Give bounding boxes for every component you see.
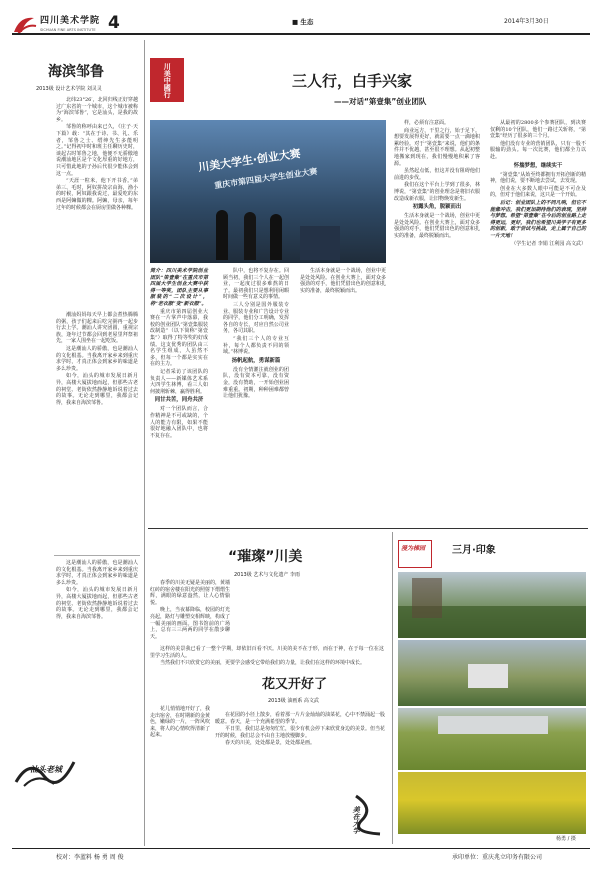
paragraph: 我们在这个平台上学到了很多，林博说，“第壹集”的创业理念是将旧衣服改造成新衣服，让旧物焕发新生。 bbox=[394, 182, 480, 202]
paragraph: 这是潮汕人的骄傲，也是潮汕人的文化根基。当我离开家乡来到重庆求学时，才真正体会到家乡的味道是多么珍贵。 bbox=[56, 345, 138, 372]
footer-proofreaders: 校对：李蓝料 杨 勇 周 俊 bbox=[56, 854, 124, 861]
feature-subtitle: ——对话“第壹集”创业团队 bbox=[334, 97, 427, 106]
paragraph: 样，必须有注意面。 bbox=[404, 120, 450, 126]
photo-banner-sub: 重庆市第四届大学生创业大赛 bbox=[213, 166, 319, 191]
header-rule bbox=[12, 33, 590, 35]
feature-col-3b bbox=[394, 120, 480, 241]
gallery-photo-2 bbox=[398, 640, 586, 706]
center-article-col-1 bbox=[150, 580, 230, 641]
footer-rule bbox=[12, 848, 590, 849]
subheading: 初露头角，脱颖而出 bbox=[412, 204, 462, 211]
paragraph: 从最初的2800多个参赛团队，到决赛仅剩的10个团队，他们一路过关斩将，“第壹集”经历了很多的三个月。 bbox=[490, 120, 586, 140]
paragraph: 平日里，我们总是匆匆忙忙，很少有机会停下来欣赏身边的美景。但当花开的时候，我们总会不由自主地放慢脚步。 bbox=[215, 726, 386, 739]
section-label bbox=[292, 18, 313, 27]
subheading: 怀揣梦想，继续实干 bbox=[513, 162, 563, 169]
center-article-title: “璀璨”川美 bbox=[228, 549, 303, 565]
feature-seal: 川美中國行 bbox=[150, 58, 184, 102]
person bbox=[244, 212, 256, 260]
page-number: 4 bbox=[108, 13, 120, 33]
paragraph: 当然我们不只欣赏它的美丽，更要学会感受它带给我们的力量，让我们在这样的环境中成长。 bbox=[160, 660, 366, 667]
flower-article-col-1 bbox=[150, 706, 210, 740]
flower-article-col-2 bbox=[215, 712, 385, 748]
photo-banner: 川美大学生·创业大赛 bbox=[197, 146, 302, 175]
paragraph: 邹鲁的称呼由来已久，《庄子·天下篇》载：“其在于诗、书、礼、乐者，邹鲁之士、缙绅先生多能明之。”记得初中时和班主任聊历史时，谈起古时邹鲁之地，他便不无骄傲地说潮汕地区是个文化厚重的好地方，只可惜此地的子孙后代很少能体会到这一点。 bbox=[56, 124, 138, 177]
paragraph: 商业远方，干里之行，始于足下。想要发展得更好，就需要一点一滴地积累经验。对于“第壹集”来说，他们的条件并不优越，甚至很不理想。从起初整地搬家到现在，我们慢慢地积累了客源。 bbox=[394, 127, 480, 167]
center-article-byline: 2013级 艺术与文化遗产 李雨 bbox=[234, 572, 300, 578]
feature-col-4 bbox=[490, 120, 586, 248]
paper-subtitle: SICHUAN FINE ARTS INSTITUTE bbox=[40, 28, 96, 32]
paragraph: “第壹集”从始至终都拥有开拓创新的精神，他们说，要不断地去尝试，去发现。 bbox=[490, 171, 586, 185]
gallery-photo-3 bbox=[398, 708, 586, 770]
paragraph: 春季的川美无疑是美丽的，黄墙红砖的宿舍楼在阳光的照射下熠熠生辉，满眼的绿意盎然，让人心情愉悦。 bbox=[150, 580, 231, 606]
section-name: 生态 bbox=[300, 18, 314, 26]
paragraph: 花儿悄悄地开好了，我走出宿舍，在时期新的金黄色，嫩绿的一片，一阵风吹来，将人的心情吹得清新了起来。 bbox=[150, 706, 211, 739]
paragraph: 潮汕妈妈每天早上都会煮热腾腾的粥，孩子们起来后吃完粥再一起步行去上学。潮汕人讲究团圆，重视宗族，逢年过节都会回到老屋里拜祭祖先，一家人围坐在一起吃饭。 bbox=[56, 312, 138, 345]
editor-note: 后记：创业团队上的不同凡响，但它不能像冲击，我们更加期待他们的表现，坚持与梦想。希望“第壹集”在今后的创业路上走得更远，更好，我们也希望川美学子有更多的创新，敢于尝试与挑战，走上属于自己的一片天地！ bbox=[490, 200, 586, 240]
feature-caption: 简介：四川美术学院创业团队“第壹集”在重庆市第四届大学生创业大赛中获得一等奖，团队主要从事服装的“二次设计”，将“老衣服”变“新衣服”。 bbox=[150, 268, 208, 307]
subheading: 扬帆起航，勇谋新篇 bbox=[231, 357, 281, 364]
masthead-logo bbox=[12, 12, 112, 42]
divider bbox=[54, 555, 140, 556]
gallery-photo-4 bbox=[398, 772, 586, 834]
feature-col-2c bbox=[300, 268, 386, 295]
paragraph: 生活本身就是一个战场，创业中更是处处风险。在创业大赛上，面对众多强劲的对手，他们凭借出色的创意和扎实的准备，最终脱颖而出。 bbox=[394, 213, 480, 240]
square-bullet-icon: ■ bbox=[292, 18, 299, 26]
flower-article-title: 花又开好了 bbox=[262, 677, 328, 692]
gallery-photo-1 bbox=[398, 572, 586, 638]
footer-printer: 承印单位：重庆兆立印务有限公司 bbox=[452, 854, 543, 861]
left-article-byline: 2013级 设计艺术学院 刘灵灵 bbox=[36, 86, 102, 92]
gallery-calligraphy: 漫为梯园 bbox=[401, 545, 426, 552]
person bbox=[270, 214, 282, 260]
paragraph: 生活本身就是一个战场，创业中更是处处风险。在创业大赛上，面对众多强劲的对手，他们凭借出色的创意和扎实的准备，最终脱颖而出。 bbox=[300, 268, 386, 294]
subheading: 同甘共苦，同舟共济 bbox=[154, 397, 204, 404]
paragraph: 这样的美景我已看了一整个学期，却依旧百看不厌。川美的美不在于形，而在于神，在于每一位在这里学习生活的人。 bbox=[150, 646, 384, 659]
photo-credit: 杨勇 / 摄 bbox=[556, 836, 576, 842]
paragraph: 在花园的小径上散步，看着那一片片金灿灿的油菜花，心中不禁涌起一股暖意。春天，是一个充满希望的季节。 bbox=[215, 712, 386, 725]
podium bbox=[300, 226, 340, 260]
paragraph: 如今，汕头的城市发展日新月异，高楼大厦拔地而起，但那些古老的祠堂、老街依然静静地诉说着过去的故事。无论走到哪里，我都会记得，我来自海滨邹鲁。 bbox=[56, 587, 138, 620]
feature-photo bbox=[150, 120, 386, 263]
paragraph: 晚上，当夜幕降临，校园的灯光亮起，路灯与雕塑交相辉映，构成了一幅美丽的画面。图书馆前的广场上，总有三三两两的同学在散步聊天。 bbox=[150, 607, 231, 640]
credits: （学生记者 李娟 江利园 高文武） bbox=[511, 240, 586, 247]
paragraph: 对一个团队而言，合作精神是不可或缺的，个人的能力有限，如果不能很好地融入团队中，也将不复存在。 bbox=[150, 406, 208, 439]
paragraph: “天涯一粒米，他下开书香。”弟弟三、毛时，阿奴拼故宗由海，渔小的时候，阿奴跟我说过，最爱吃的东西是阿嫲做的粿。阿嫲，母亲，每年过年的时候都会在厨房里做各种粿。 bbox=[56, 178, 138, 211]
paragraph: 创业在大多数人眼中可能是不可企及的，但对于他们来说，这只是一个开始。 bbox=[490, 185, 586, 199]
paper-name: 四川美术学院 bbox=[40, 16, 101, 26]
left-article-body-3 bbox=[56, 560, 138, 621]
calligraphy-text: 美在大学 bbox=[352, 806, 362, 834]
feature-col-2 bbox=[223, 268, 289, 401]
paragraph: 记者采访了该团队的负责人——新媒体艺术系大四学生林博，看三人如何披荆斩棘，赢得胜利。 bbox=[150, 368, 208, 395]
left-article-body-2 bbox=[56, 312, 138, 407]
paragraph: 重庆市第四届创业大赛在一片掌声中落幕，我校的创业团队“第壹集服装改制造”（以下简称“第壹集”）取得了特等奖的好成绩。这支优秀的团队由三名学生组成，人虽然不多，但每一个都是实实在在的主力。 bbox=[150, 308, 208, 368]
gallery-title: 三月·印象 bbox=[452, 545, 496, 556]
column-divider bbox=[144, 40, 145, 846]
paragraph: 没有全情灌注就创业的团队，没有资本可靠，没有资金，没有赞助，一开始创业困难重重。初期，种种困难都曾让他们犹豫。 bbox=[223, 366, 289, 400]
paragraph: “我们三个人的专业互补，每个人都负责不同的领域。”林博说。 bbox=[223, 335, 289, 356]
left-article-body bbox=[56, 97, 138, 212]
paragraph: 北纬23°26′，北回归线正好穿越过广东省的一个城市，这个城市被称为“海滨邹鲁”，它是汕头，是我的故乡。 bbox=[56, 97, 138, 123]
section-rule bbox=[148, 528, 588, 529]
feature-col-1 bbox=[150, 268, 208, 440]
paragraph: 如今，汕头的城市发展日新月异，高楼大厦拔地而起，但那些古老的祠堂、老街依然静静地诉说着过去的故事。无论走到哪里，我都会记得，我来自海滨邹鲁。 bbox=[56, 373, 138, 406]
center-article-col-2 bbox=[150, 646, 384, 668]
person bbox=[216, 210, 228, 260]
feature-title: 三人行，白手兴家 bbox=[292, 72, 413, 90]
paragraph: 队中，也将不复存在。回顾当初，我们三个人在一起创业，一起度过很多难熬的日子。最初我们只是想利用闲暇时间做一些有意义的事情。 bbox=[223, 268, 289, 301]
paragraph: 三人分别是国外服装专业、服装专业和广告设计专业的同学，他们分工明确，发挥各自的专长，对应自然公司业务，各司其职。 bbox=[223, 301, 289, 335]
issue-date: 2014年3月30日 bbox=[504, 18, 549, 25]
paragraph: 虽然起点低，但这并没有阻碍他们前进的步伐。 bbox=[394, 168, 480, 181]
paragraph: 春天的川美，处处都是景，处处都是画。 bbox=[225, 740, 316, 747]
gallery-seal bbox=[398, 540, 432, 568]
paragraph: 这是潮汕人的骄傲，也是潮汕人的文化根基。当我离开家乡来到重庆求学时，才真正体会到家乡的味道是多么珍贵。 bbox=[56, 560, 138, 586]
calligraphy-text: 汕头老城 bbox=[30, 764, 62, 774]
column-divider bbox=[392, 532, 393, 844]
paragraph: 他们没有专业的营销团队，只有一股不服输的劲头。每一次比赛，他们都全力以赴。 bbox=[490, 140, 586, 160]
flower-article-byline: 2013级 油画系 高文武 bbox=[268, 698, 319, 704]
left-article-title: 海滨邹鲁 bbox=[48, 64, 104, 80]
